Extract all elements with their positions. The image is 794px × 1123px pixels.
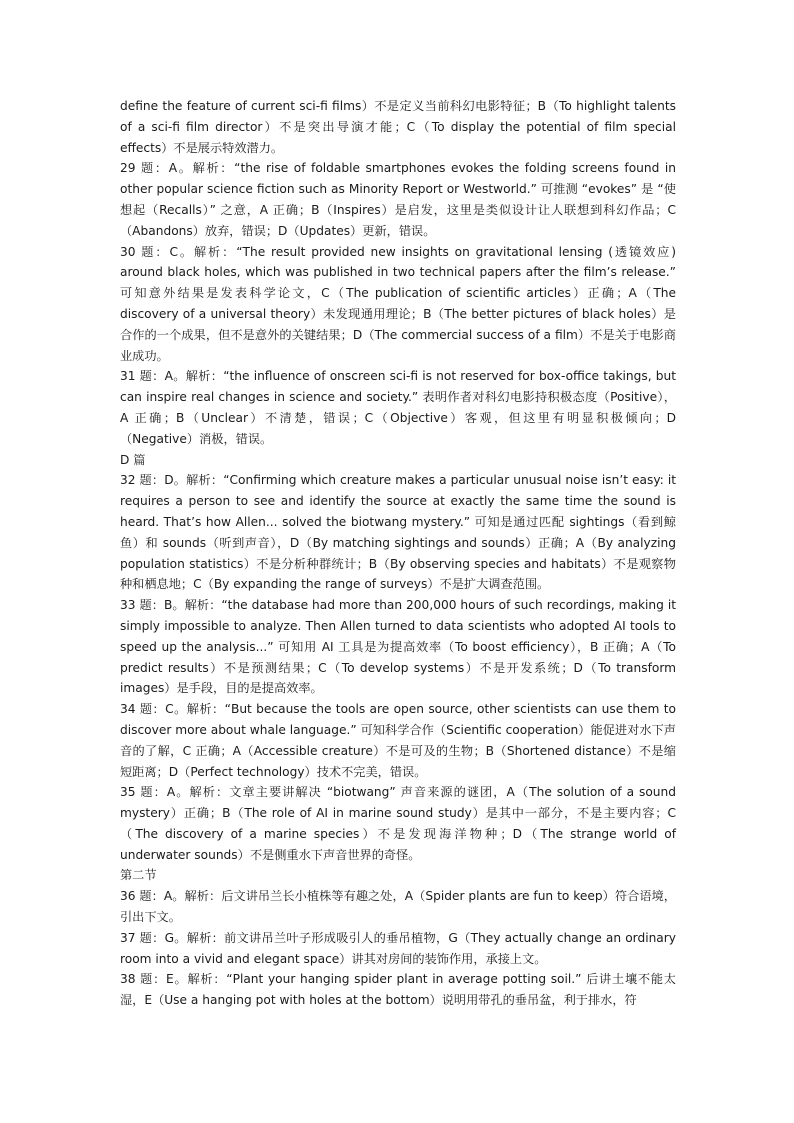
answer-33: 33 题：B。解析：“the database had more than 200,000 hours of such recordings, making it simply impossible to analyze. Then Allen turned to data scientists who adopted AI tools to speed up the analysis...” 可知用 AI 工具是为提高效率（To boost efficiency），B 正确；A（To predict results）不是预测结果；C（To develop systems）不是开发系统；D（To transform images）是手段，目的是提高效率。 bbox=[120, 598, 676, 696]
answer-35: 35 题：A。解析：文章主要讲解决 “biotwang” 声音来源的谜团，A（The solution of a sound mystery）正确；B（The role of AI in marine sound study）是其中一部分，不是主要内容；C（The discovery of a marine species）不是发现海洋物种；D（The strange world of underwater sounds）不是侧重水下声音世界的奇怪。 bbox=[120, 785, 676, 862]
answer-29: 29 题：A。解析：“the rise of foldable smartphones evokes the folding screens found in other popular science fiction such as Minority Report or Westworld.” 可推测 “evokes” 是 “使想起（Recalls）” 之意，A 正确；B（Inspires）是启发，这里是类似设计让人联想到科幻作品；C（Abandons）放弃，错误；D（Updates）更新，错误。 bbox=[120, 161, 676, 238]
answer-32: 32 题：D。解析：“Confirming which creature makes a particular unusual noise isn’t easy: it requires a person to see and identify the source at exactly the same time the sound is heard. That’s how Allen... solved the biotwang mystery.” 可知是通过匹配 sightings（看到鲸鱼）和 sounds（听到声音），D（By matching sightings and sounds）正确；A（By analyzing population statistics）不是分析种群统计；B（By observing species and habitats）不是观察物种和栖息地；C（By expanding the range of surveys）不是扩大调查范围。 bbox=[120, 473, 676, 592]
answer-30: 30 题：C。解析：“The result provided new insights on gravitational lensing (透镜效应) around black holes, which was published in two technical papers after the film’s release.” 可知意外结果是发表科学论文，C（The publication of scientific articles）正确；A（The discovery of a universal theory）未发现通用理论；B（The better pictures of black holes）是合作的一个成果，但不是意外的关键结果；D（The commercial success of a film）不是关于电影商业成功。 bbox=[120, 244, 676, 363]
answer-37: 37 题：G。解析：前文讲吊兰叶子形成吸引人的垂吊植物，G（They actually change an ordinary room into a vivid and elegant space）讲其对房间的装饰作用，承接上文。 bbox=[120, 930, 676, 966]
section-heading-d: D 篇 bbox=[120, 452, 146, 467]
answer-38: 38 题：E。解析：“Plant your hanging spider plant in average potting soil.” 后讲土壤不能太湿，E（Use a hanging pot with holes at the bottom）说明用带孔的垂吊盆，利于排水，符 bbox=[120, 972, 676, 1008]
paragraph-28-continued: define the feature of current sci‐fi films）不是定义当前科幻电影特征；B（To highlight talents of a sci‐fi film director）不是突出导演才能；C（To display the potential of film special effects）不是展示特效潜力。 bbox=[120, 99, 676, 155]
answer-36: 36 题：A。解析：后文讲吊兰长小植株等有趣之处，A（Spider plants are fun to keep）符合语境，引出下文。 bbox=[120, 889, 676, 925]
document-body bbox=[120, 96, 676, 1011]
section-heading-part-two: 第二节 bbox=[120, 868, 157, 883]
answer-31: 31 题：A。解析：“the influence of onscreen sci‐fi is not reserved for box‐office takings, but can inspire real changes in science and society.” 表明作者对科幻电影持积极态度（Positive），A 正确；B（Unclear）不清楚，错误；C（Objective）客观，但这里有明显积极倾向；D（Negative）消极，错误。 bbox=[120, 369, 676, 446]
answer-34: 34 题：C。解析：“But because the tools are open source, other scientists can use them to discover more about whale language.” 可知科学合作（Scientific cooperation）能促进对水下声音的了解，C 正确；A（Accessible creature）不是可及的生物；B（Shortened distance）不是缩短距离；D（Perfect technology）技术不完美，错误。 bbox=[120, 702, 676, 779]
